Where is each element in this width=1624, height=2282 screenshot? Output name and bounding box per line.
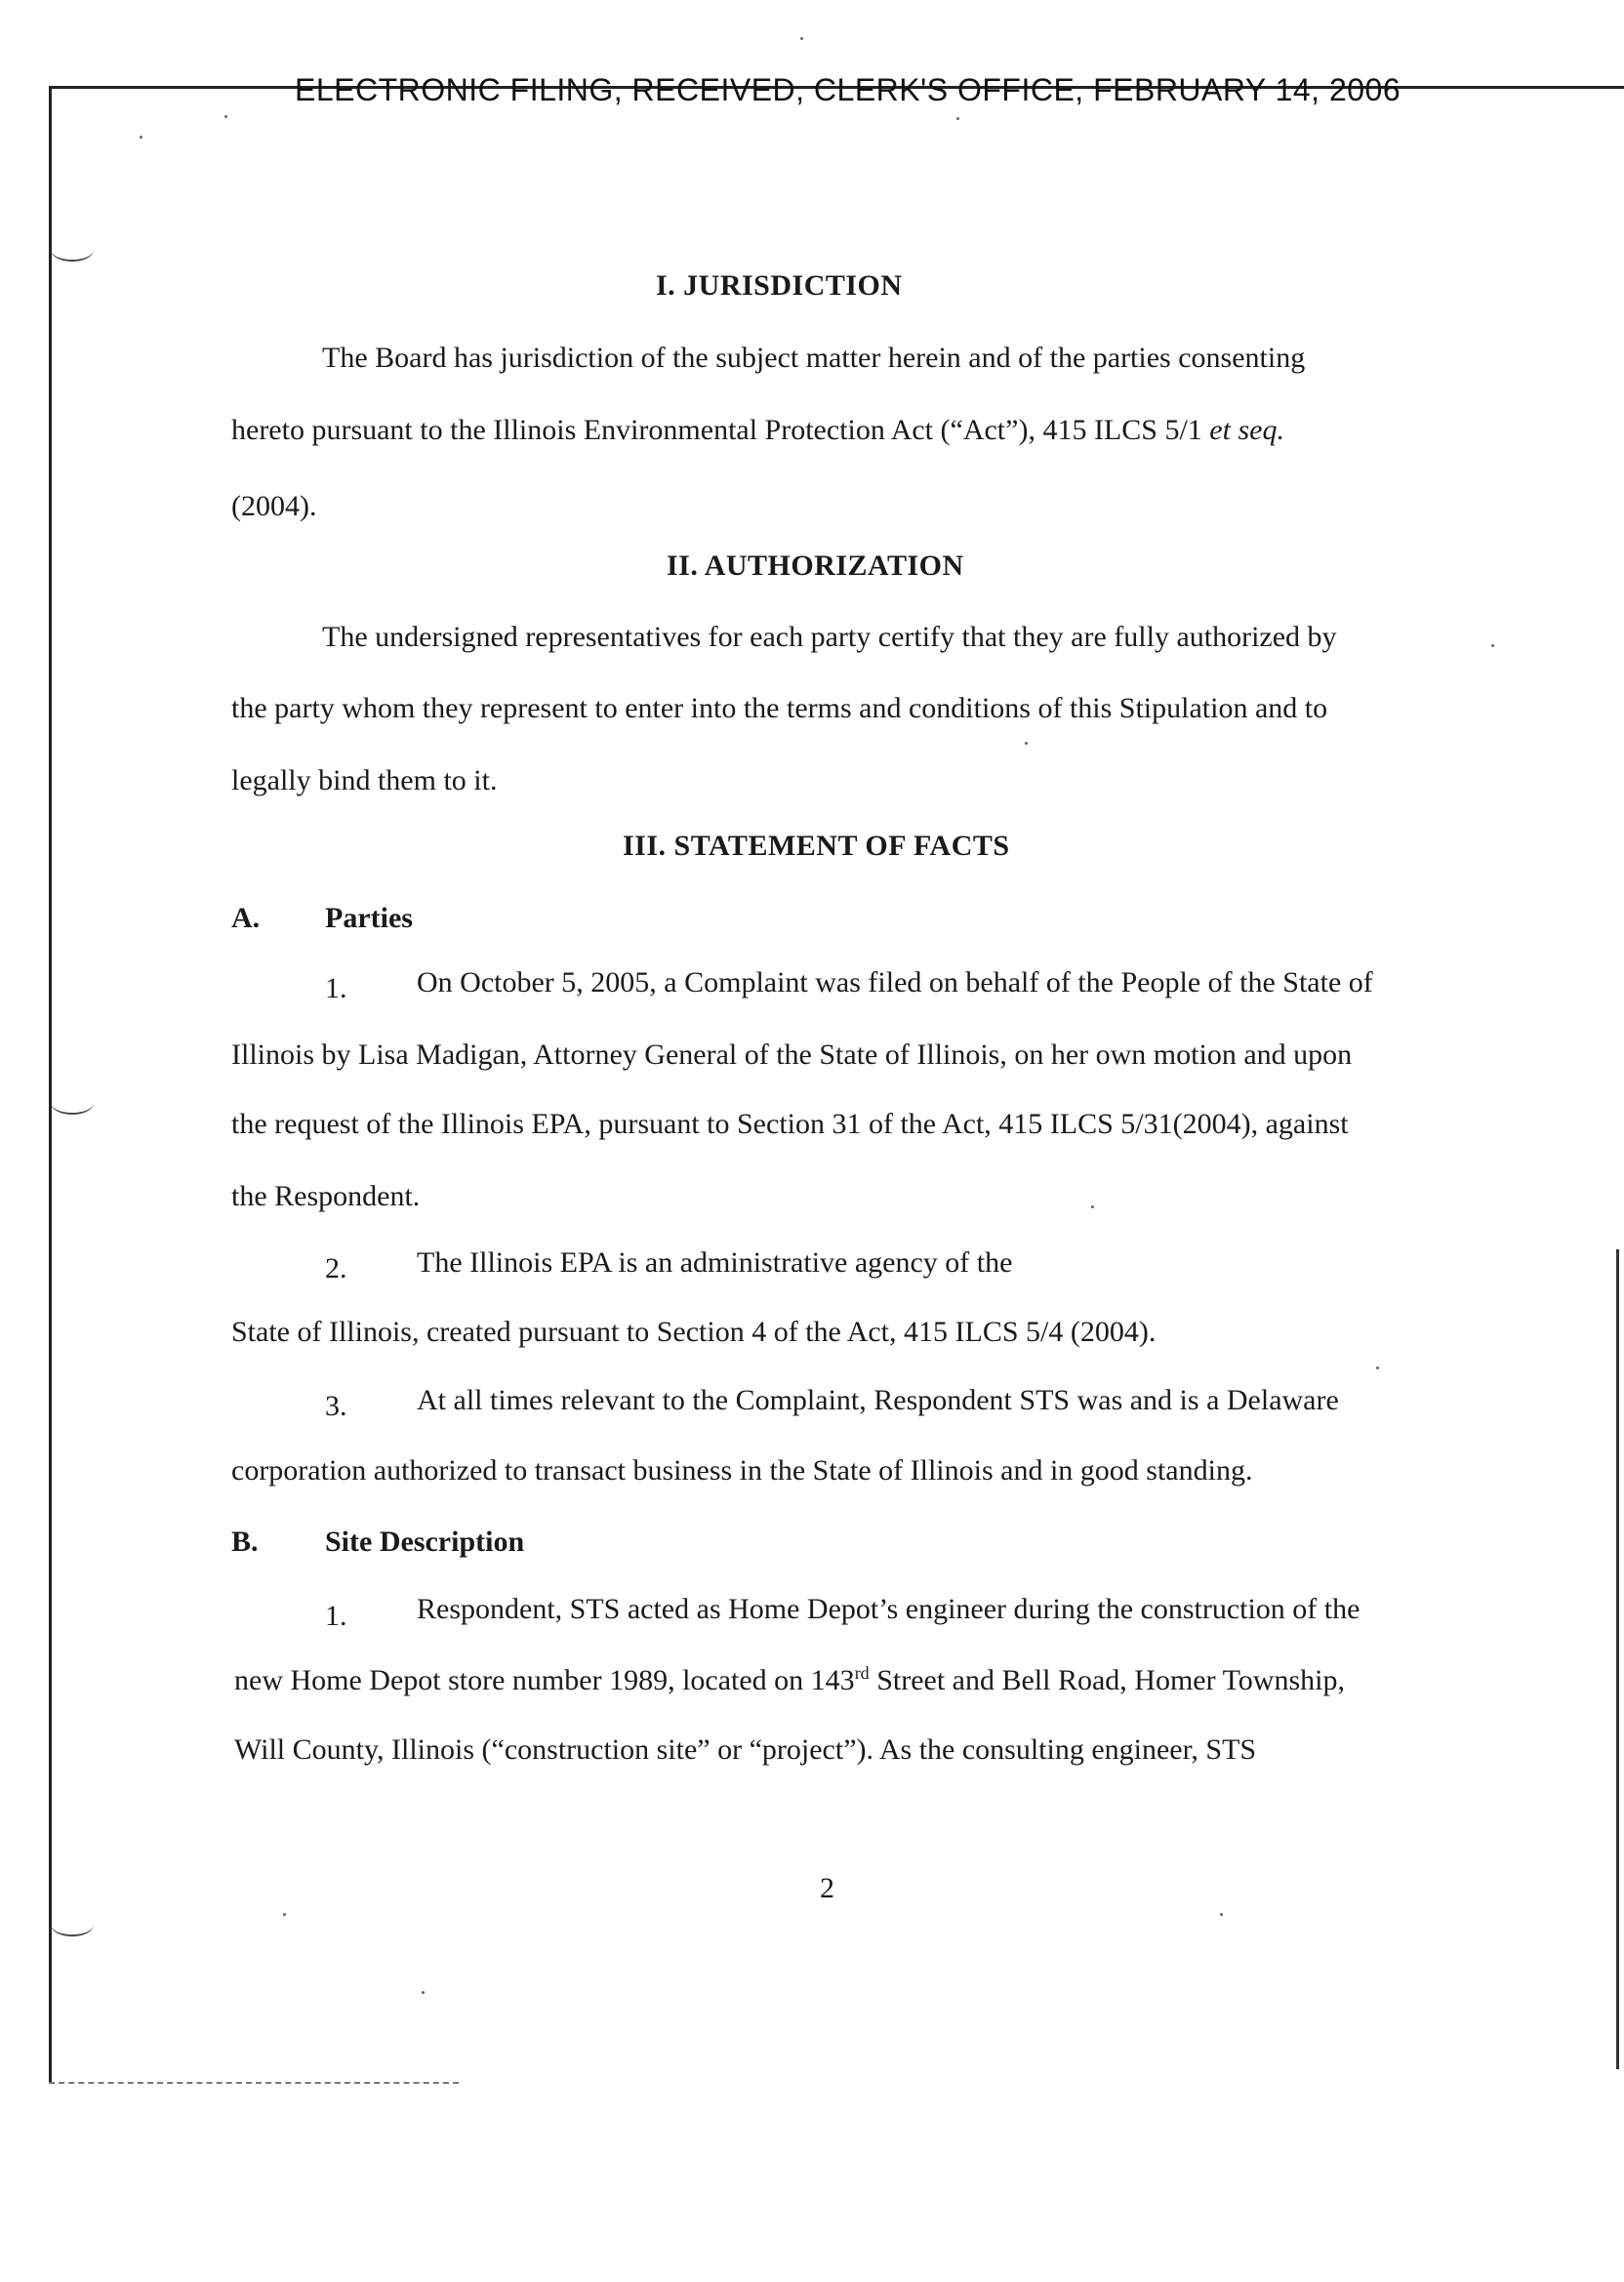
scan-speck: [956, 117, 959, 120]
site-description-subheading: Site Description: [325, 1526, 525, 1558]
statement-of-facts-heading: III. STATEMENT OF FACTS: [623, 830, 1010, 862]
parties-paragraph-3-line: At all times relevant to the Complaint, Respondent STS was and is a Delaware: [417, 1384, 1339, 1416]
scan-speck: [1376, 1366, 1379, 1369]
authorization-line: legally bind them to it.: [231, 764, 498, 796]
binder-hole-mark: [51, 1091, 94, 1115]
site-paragraph-1-line: Will County, Illinois (“construction site” or “project”). As the consulting engineer, STS: [234, 1733, 1257, 1766]
binder-hole-mark: [51, 238, 94, 262]
site-paragraph-1-line: Respondent, STS acted as Home Depot’s engineer during the construction of the: [417, 1593, 1360, 1625]
jurisdiction-line: hereto pursuant to the Illinois Environmental Protection Act (“Act”), 415 ILCS 5/1 et seq.: [231, 414, 1284, 446]
parties-paragraph-2-line: The Illinois EPA is an administrative agency of the: [417, 1246, 1013, 1279]
et-seq-italic: et seq.: [1209, 414, 1284, 446]
parties-paragraph-1-line: the Respondent.: [231, 1180, 421, 1212]
scan-speck: [422, 1991, 425, 1994]
scan-speck: [224, 115, 227, 118]
ordinal-superscript: rd: [854, 1663, 870, 1683]
site-paragraph-1-line: new Home Depot store number 1989, located on 143rd Street and Bell Road, Homer Township,: [234, 1663, 1345, 1696]
parties-paragraph-3-line: corporation authorized to transact business in the State of Illinois and in good standing.: [231, 1454, 1253, 1487]
scan-speck: [800, 37, 803, 40]
scan-border-left: [49, 86, 52, 2082]
authorization-line: The undersigned representatives for each party certify that they are fully authorized by: [322, 621, 1337, 653]
scan-border-bottom: [49, 2082, 459, 2084]
scan-speck: [1091, 1205, 1094, 1208]
site-letter: B.: [231, 1526, 259, 1558]
binder-hole-mark: [51, 1913, 94, 1936]
scan-speck: [1491, 644, 1494, 647]
scan-speck: [1220, 1913, 1223, 1916]
parties-letter: A.: [231, 902, 261, 934]
scan-speck: [140, 136, 142, 139]
parties-paragraph-1-line: the request of the Illinois EPA, pursuant to Section 31 of the Act, 415 ILCS 5/31(2004), against: [231, 1108, 1349, 1140]
paragraph-number: 1.: [325, 1600, 347, 1632]
authorization-heading: II. AUTHORIZATION: [667, 550, 964, 582]
parties-paragraph-1-line: Illinois by Lisa Madigan, Attorney General of the State of Illinois, on her own motion and upon: [231, 1039, 1353, 1071]
paragraph-number: 3.: [325, 1390, 347, 1422]
paragraph-number: 1.: [325, 972, 347, 1004]
parties-paragraph-2-line: State of Illinois, created pursuant to Section 4 of the Act, 415 ILCS 5/4 (2004).: [231, 1316, 1157, 1348]
jurisdiction-line: (2004).: [231, 490, 317, 522]
scan-border-right: [1616, 1249, 1619, 2069]
filing-stamp-header: ELECTRONIC FILING, RECEIVED, CLERK'S OFFICE, FEBRUARY 14, 2006: [295, 72, 1401, 107]
authorization-line: the party whom they represent to enter into the terms and conditions of this Stipulation and to: [231, 692, 1328, 724]
jurisdiction-line: The Board has jurisdiction of the subject matter herein and of the parties consenting: [322, 342, 1306, 374]
page-number: 2: [820, 1872, 834, 1904]
scan-speck: [283, 1913, 286, 1916]
paragraph-number: 2.: [325, 1252, 347, 1284]
parties-subheading: Parties: [325, 902, 413, 934]
parties-paragraph-1-line: On October 5, 2005, a Complaint was filed on behalf of the People of the State of: [417, 966, 1373, 998]
jurisdiction-heading: I. JURISDICTION: [656, 269, 903, 302]
scan-speck: [1025, 742, 1028, 745]
